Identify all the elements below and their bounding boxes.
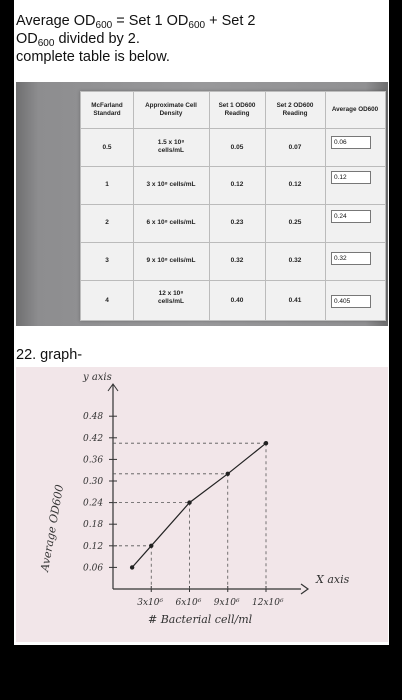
data-point (264, 441, 268, 445)
cell-set1: 0.05 (230, 144, 244, 151)
subscript: 600 (188, 20, 206, 31)
table-divider (133, 92, 134, 320)
hand-drawn-graph (16, 367, 388, 642)
cell-set2: 0.41 (288, 297, 302, 304)
cell-set1: 0.23 (230, 219, 244, 226)
x-axis-label: # Bacterial cell/ml (148, 613, 253, 626)
data-point (130, 565, 134, 569)
cell-set1: 0.12 (230, 181, 244, 188)
x-tick-label: 9x10⁶ (213, 598, 240, 608)
cell-density: 9 x 10⁸ cells/mL (146, 257, 196, 264)
table-divider (81, 280, 385, 281)
table-divider (81, 242, 385, 243)
x-tick-label: 6x10⁶ (175, 598, 202, 608)
plot-marks (130, 441, 268, 570)
guide-lines (113, 443, 266, 589)
results-table (80, 91, 386, 321)
table-divider (81, 128, 385, 129)
subscript: 600 (37, 38, 55, 49)
table-divider (265, 92, 266, 320)
cell-set2: 0.12 (288, 181, 302, 188)
intro-line-2 (16, 30, 388, 48)
cell-density: 6 x 10⁸ cells/mL (146, 219, 196, 226)
intro-text-part: = Set 1 OD (112, 13, 189, 29)
graph-photo (16, 367, 388, 642)
y-tick-label: 0.30 (83, 477, 104, 487)
intro-text (16, 12, 388, 66)
table-divider (209, 92, 210, 320)
subscript: 600 (95, 20, 113, 31)
data-series-line (132, 443, 266, 567)
header-density: Approximate Cell Density (145, 102, 197, 117)
cell-density: 12 x 10⁸ cells/mL (157, 290, 184, 305)
table-divider (325, 92, 326, 320)
y-tick-label: 0.48 (83, 412, 104, 423)
average-value-box: 0.06 (331, 136, 371, 149)
cell-set2: 0.32 (288, 257, 302, 264)
intro-line-3: complete table is below. (16, 49, 170, 65)
y-tick-label: 0.24 (83, 498, 104, 509)
intro-line-1 (16, 12, 388, 30)
cell-standard: 3 (105, 257, 109, 264)
cell-set1: 0.32 (230, 257, 244, 264)
cell-standard: 2 (105, 219, 109, 226)
cell-standard: 0.5 (102, 144, 112, 151)
average-value-box: 0.32 (331, 252, 371, 265)
y-axis-title: y axis (83, 372, 112, 383)
data-point (226, 472, 230, 476)
average-value-box: 0.405 (331, 295, 371, 308)
cell-set1: 0.40 (230, 297, 244, 304)
header-standard: McFarland Standard (91, 102, 123, 117)
header-set1: Set 1 OD600 Reading (218, 102, 256, 117)
x-tick-label: 3x10⁶ (137, 598, 164, 608)
y-tick-label: 0.36 (83, 455, 104, 466)
intro-text-part: OD (16, 31, 38, 47)
answer-panel (14, 0, 389, 645)
cell-set2: 0.07 (288, 144, 302, 151)
question-label: 22. graph- (16, 347, 83, 363)
y-axis-label: Average OD600 (38, 483, 67, 573)
header-set2: Set 2 OD600 Reading (276, 102, 314, 117)
cell-density: 3 x 10⁸ cells/mL (146, 181, 196, 188)
average-value-box: 0.24 (331, 210, 371, 223)
x-axis-arrow-icon (301, 584, 308, 594)
cell-standard: 4 (105, 297, 109, 304)
y-tick-label: 0.18 (83, 520, 104, 531)
cell-density: 1.5 x 10⁸ cells/mL (157, 139, 185, 154)
intro-text-part: divided by 2. (54, 31, 140, 47)
table-divider (81, 166, 385, 167)
y-tick-label: 0.12 (83, 541, 104, 552)
y-tick-label: 0.42 (83, 433, 104, 444)
x-tick-label: 12x10⁶ (252, 598, 284, 608)
table-divider (81, 204, 385, 205)
intro-text-part: Average OD (16, 13, 96, 29)
data-point (187, 500, 191, 504)
average-value-box: 0.12 (331, 171, 371, 184)
x-axis-title: X axis (316, 573, 350, 586)
intro-text-part: + Set 2 (205, 13, 256, 29)
y-tick-label: 0.06 (83, 563, 104, 574)
cell-set2: 0.25 (288, 219, 302, 226)
table-photo (16, 82, 388, 326)
header-average: Average OD600 (331, 106, 379, 113)
data-point (149, 544, 153, 548)
cell-standard: 1 (105, 181, 109, 188)
